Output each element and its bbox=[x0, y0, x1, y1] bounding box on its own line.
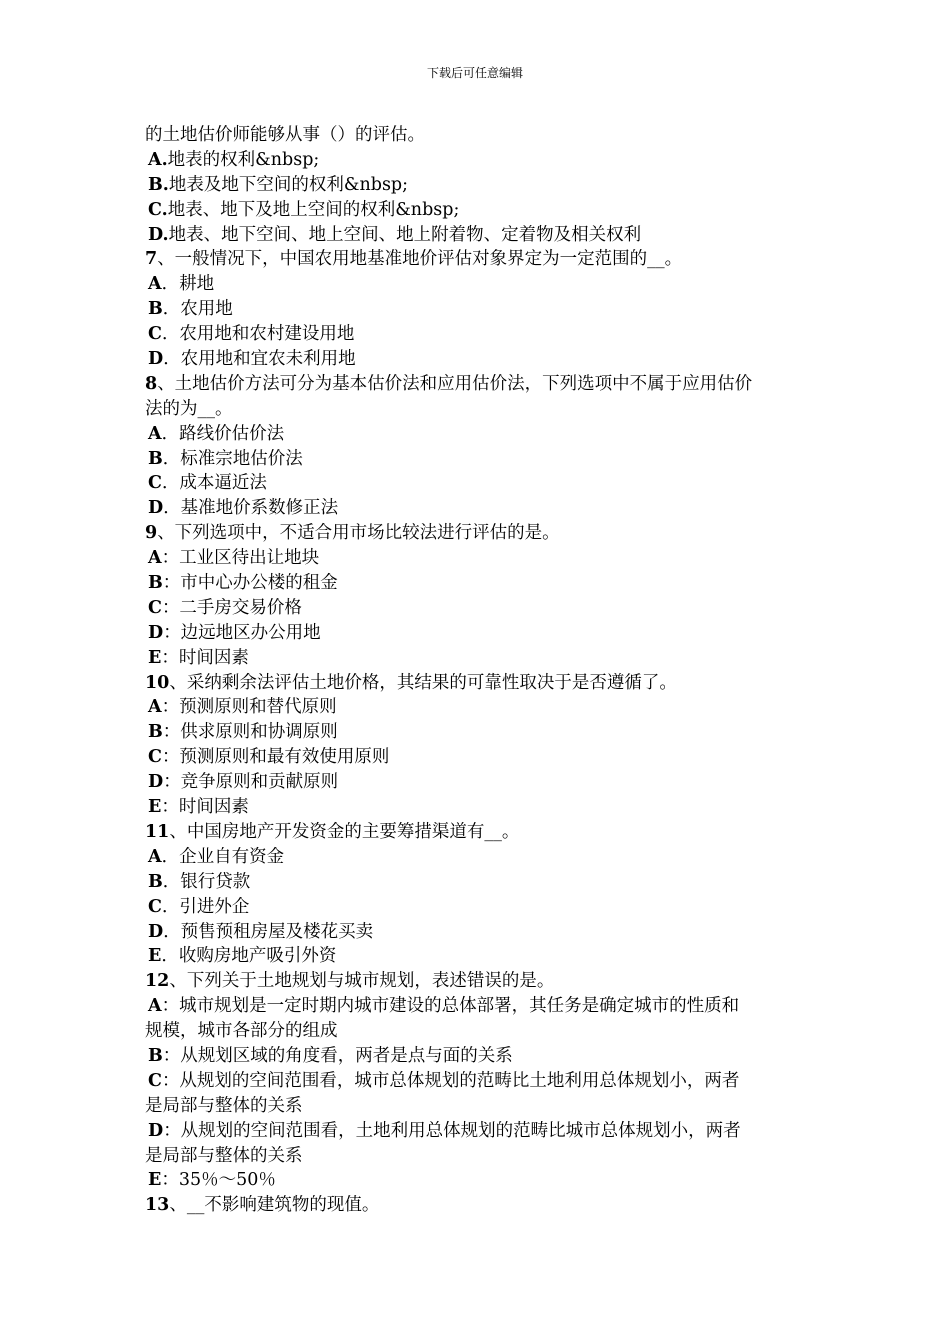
text-line bbox=[145, 820, 810, 845]
item-label: A. bbox=[148, 149, 168, 170]
text-line bbox=[145, 447, 810, 472]
item-text: ：二手房交易价格 bbox=[161, 597, 302, 618]
item-text: ：从规划的空间范围看，城市总体规划的范畴比土地利用总体规划小，两者 bbox=[161, 1070, 740, 1091]
text-line bbox=[145, 422, 810, 447]
item-label: B. bbox=[148, 174, 169, 195]
text-line bbox=[145, 745, 810, 770]
item-text: 规模，城市各部分的组成 bbox=[145, 1021, 338, 1042]
item-text: ：从规划区域的角度看，两者是点与面的关系 bbox=[162, 1045, 513, 1066]
item-text: 、中国房地产开发资金的主要筹措渠道有__。 bbox=[169, 821, 520, 842]
item-label: C bbox=[148, 747, 162, 768]
item-label: A bbox=[148, 697, 162, 718]
item-label: 12 bbox=[145, 971, 170, 992]
item-text: ．耕地 bbox=[161, 274, 215, 295]
item-text: ：从规划的空间范围看，土地利用总体规划的范畴比城市总体规划小，两者 bbox=[163, 1120, 741, 1141]
item-label: D bbox=[148, 921, 164, 942]
text-line bbox=[145, 1019, 810, 1044]
item-label: A bbox=[148, 423, 162, 444]
item-text: ．农用地 bbox=[162, 299, 233, 320]
item-label: B bbox=[148, 722, 163, 743]
item-text: 是局部与整体的关系 bbox=[145, 1145, 303, 1166]
text-line bbox=[145, 1119, 810, 1144]
text-line bbox=[145, 272, 810, 297]
item-label: E bbox=[148, 1170, 162, 1191]
item-label: 7 bbox=[145, 249, 158, 270]
text-line bbox=[145, 372, 810, 397]
text-line bbox=[145, 646, 810, 671]
text-line bbox=[145, 471, 810, 496]
item-text: ．农用地和农村建设用地 bbox=[161, 324, 355, 345]
item-text: 地表及地下空间的权利&nbsp; bbox=[168, 174, 409, 195]
text-line bbox=[145, 920, 810, 945]
text-line bbox=[145, 247, 810, 272]
text-line bbox=[145, 994, 810, 1019]
item-text: ．企业自有资金 bbox=[161, 846, 285, 867]
item-label: D. bbox=[148, 224, 169, 245]
text-line bbox=[145, 695, 810, 720]
text-line bbox=[145, 347, 810, 372]
text-line bbox=[145, 496, 810, 521]
item-label: D bbox=[148, 622, 164, 643]
item-label: 8 bbox=[145, 373, 158, 394]
text-line bbox=[145, 148, 810, 173]
item-label: E bbox=[148, 647, 162, 668]
text-line bbox=[145, 969, 810, 994]
document-body bbox=[145, 123, 810, 1218]
item-label: C bbox=[148, 473, 162, 494]
text-line bbox=[145, 944, 810, 969]
item-label: B bbox=[148, 1045, 163, 1066]
item-label: 11 bbox=[145, 821, 170, 842]
item-text: ．农用地和宜农未利用地 bbox=[163, 349, 356, 370]
item-text: ：边远地区办公用地 bbox=[163, 622, 321, 643]
item-text: ．引进外企 bbox=[161, 896, 250, 917]
item-text: 、__不影响建筑物的现值。 bbox=[169, 1195, 380, 1216]
text-line bbox=[145, 1144, 810, 1169]
item-label: D bbox=[148, 349, 164, 370]
item-label: B bbox=[148, 871, 163, 892]
item-label: B bbox=[148, 299, 163, 320]
text-line bbox=[145, 322, 810, 347]
text-line bbox=[145, 1094, 810, 1119]
item-label: C bbox=[148, 1070, 162, 1091]
text-line bbox=[145, 1168, 810, 1193]
item-text: ：工业区待出让地块 bbox=[161, 548, 320, 569]
text-line bbox=[145, 621, 810, 646]
item-text: 地表、地下空间、地上空间、地上附着物、定着物及相关权利 bbox=[168, 224, 642, 245]
item-label: A bbox=[148, 996, 162, 1017]
item-label: 9 bbox=[145, 523, 158, 544]
text-line bbox=[145, 1193, 810, 1218]
item-text: ．标准宗地估价法 bbox=[162, 448, 303, 469]
item-text: ．收购房地产吸引外资 bbox=[161, 946, 337, 967]
item-text: ：预测原则和最有效使用原则 bbox=[161, 747, 390, 768]
item-label: C bbox=[148, 597, 162, 618]
item-label: B bbox=[148, 448, 163, 469]
item-text: 地表的权利&nbsp; bbox=[167, 149, 320, 170]
text-line bbox=[145, 1069, 810, 1094]
text-line bbox=[145, 223, 810, 248]
item-text: 、下列关于土地规划与城市规划，表述错误的是。 bbox=[169, 971, 555, 992]
item-text: ．预售预租房屋及楼花买卖 bbox=[163, 921, 374, 942]
item-text: ：供求原则和协调原则 bbox=[162, 722, 338, 743]
item-label: A bbox=[148, 548, 162, 569]
text-line bbox=[145, 123, 810, 148]
item-label: 13 bbox=[145, 1195, 170, 1216]
item-label: C. bbox=[148, 199, 168, 220]
item-text: 是局部与整体的关系 bbox=[145, 1095, 303, 1116]
text-line bbox=[145, 521, 810, 546]
item-text: 、一般情况下，中国农用地基准地价评估对象界定为一定范围的__。 bbox=[157, 249, 683, 270]
text-line bbox=[145, 770, 810, 795]
item-text: 的土地估价师能够从事（）的评估。 bbox=[145, 125, 425, 145]
text-line bbox=[145, 845, 810, 870]
text-line bbox=[145, 198, 810, 223]
item-text: ：35％～50％ bbox=[161, 1170, 276, 1191]
text-line bbox=[145, 173, 810, 198]
item-text: ：市中心办公楼的租金 bbox=[162, 573, 338, 594]
item-text: ．路线价估价法 bbox=[161, 423, 285, 444]
item-text: ．基准地价系数修正法 bbox=[163, 498, 339, 519]
item-label: D bbox=[148, 772, 164, 793]
item-label: B bbox=[148, 573, 163, 594]
item-label: A bbox=[148, 846, 162, 867]
text-line bbox=[145, 895, 810, 920]
item-text: ．成本逼近法 bbox=[161, 473, 267, 494]
text-line bbox=[145, 1044, 810, 1069]
item-label: D bbox=[148, 1120, 164, 1141]
text-line bbox=[145, 795, 810, 820]
text-line bbox=[145, 671, 810, 696]
item-text: ：时间因素 bbox=[161, 797, 249, 818]
item-label: C bbox=[148, 324, 162, 345]
item-text: 、土地估价方法可分为基本估价法和应用估价法，下列选项中不属于应用估价 bbox=[157, 373, 753, 394]
text-line bbox=[145, 870, 810, 895]
item-text: ：城市规划是一定时期内城市建设的总体部署，其任务是确定城市的性质和 bbox=[161, 996, 740, 1017]
page-header-note: 下载后可任意编辑 bbox=[426, 66, 523, 80]
text-line bbox=[145, 720, 810, 745]
item-label: 10 bbox=[145, 672, 170, 693]
text-line bbox=[145, 571, 810, 596]
text-line bbox=[145, 297, 810, 322]
item-label: C bbox=[148, 896, 162, 917]
item-text: ：时间因素 bbox=[161, 647, 249, 668]
item-text: ：竞争原则和贡献原则 bbox=[163, 772, 339, 793]
item-text: 地表、地下及地上空间的权利&nbsp; bbox=[167, 199, 460, 220]
item-text: 、采纳剩余法评估土地价格，其结果的可靠性取决于是否遵循了。 bbox=[169, 672, 677, 693]
item-text: ．银行贷款 bbox=[162, 871, 251, 892]
item-text: 、下列选项中，不适合用市场比较法进行评估的是。 bbox=[157, 523, 560, 544]
text-line bbox=[145, 397, 810, 422]
item-label: A bbox=[148, 274, 162, 295]
item-text: 法的为__。 bbox=[145, 398, 233, 419]
text-line bbox=[145, 546, 810, 571]
text-line bbox=[145, 596, 810, 621]
item-label: E bbox=[148, 797, 162, 818]
item-label: D bbox=[148, 498, 164, 519]
item-label: E bbox=[148, 946, 162, 967]
item-text: ：预测原则和替代原则 bbox=[161, 697, 337, 718]
